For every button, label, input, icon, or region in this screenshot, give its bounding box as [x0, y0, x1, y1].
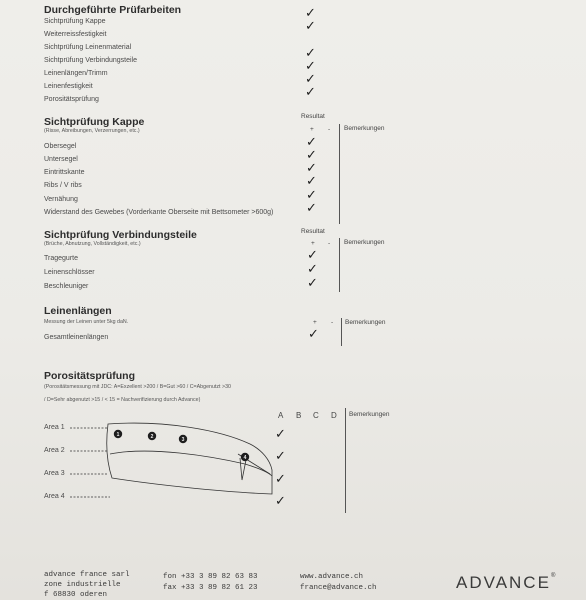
check-mark-icon: ✓: [306, 187, 317, 202]
plus-column-label: +: [310, 126, 314, 133]
bemerkungen-label: Bemerkungen: [344, 125, 385, 132]
brand-name: ADVANCE: [456, 573, 551, 592]
check-mark-icon: ✓: [306, 160, 317, 175]
check-mark-icon: ✓: [305, 58, 316, 73]
footer-company-line: advance france sarl: [44, 571, 130, 579]
list-item: Widerstand des Gewebes (Vorderkante Oberseite mit Bettsometer >600g): [44, 209, 274, 216]
column-divider: [339, 124, 340, 224]
footer-website-link[interactable]: www.advance.ch: [300, 573, 364, 581]
section-subtitle: Messung der Leinen unter 5kg daN.: [44, 319, 129, 325]
list-item: Weiterreissfestigkeit: [44, 31, 107, 38]
advance-logo: [456, 573, 557, 593]
area-label: Area 3: [44, 470, 65, 477]
check-mark-icon: ✓: [307, 275, 318, 290]
column-divider: [339, 238, 340, 292]
section-subtitle: (Brüche, Abnutzung, Vollständigkeit, etc.): [44, 241, 141, 247]
list-item: Beschleuniger: [44, 283, 89, 290]
check-mark-icon: ✓: [305, 18, 316, 33]
minus-column-label: -: [331, 319, 334, 326]
marker-number: 4: [243, 454, 247, 461]
list-item: Ribs / V ribs: [44, 182, 82, 189]
plus-column-label: +: [311, 240, 315, 247]
check-mark-icon: ✓: [308, 326, 319, 341]
list-item: Sichtprüfung Kappe: [44, 18, 106, 25]
list-item: Sichtprüfung Leinenmaterial: [44, 44, 132, 51]
list-item: Leinenfestigkeit: [44, 83, 93, 90]
column-divider: [341, 318, 342, 346]
section-subtitle: (Risse, Abreibungen, Verzerrungen, etc.): [44, 128, 140, 134]
check-mark-icon: ✓: [307, 261, 318, 276]
check-mark-icon: ✓: [275, 448, 286, 463]
list-item: Sichtprüfung Verbindungsteile: [44, 57, 138, 64]
check-mark-icon: ✓: [306, 147, 317, 162]
check-mark-icon: ✓: [306, 173, 317, 188]
footer-email-link[interactable]: france@advance.ch: [300, 584, 377, 592]
check-mark-icon: ✓: [307, 247, 318, 262]
list-item: Leinenschlösser: [44, 269, 95, 276]
area-label: Area 4: [44, 493, 65, 500]
list-item: Tragegurte: [44, 255, 78, 262]
column-divider: [345, 408, 346, 513]
footer-fax: fax +33 3 89 82 61 23: [163, 584, 258, 592]
check-mark-icon: ✓: [305, 45, 316, 60]
bemerkungen-label: Bemerkungen: [345, 319, 386, 326]
marker-number: 2: [150, 433, 154, 440]
list-item: Gesamtleinenlängen: [44, 334, 109, 341]
registered-mark: ®: [550, 573, 558, 579]
section-title-verbindungsteile: Sichtprüfung Verbindungsteile: [44, 229, 197, 241]
porosity-legend-line: (Porositätsmessung mit JDC: A=Exzellent >200 / B=Gut >60 / C=Abgenutzt >30: [44, 384, 231, 390]
minus-column-label: -: [328, 240, 331, 247]
section-title-pruefarbeiten: Durchgeführte Prüfarbeiten: [44, 4, 182, 16]
section-title-leinenlaengen: Leinenlängen: [44, 305, 112, 317]
marker-number: 1: [116, 431, 120, 438]
wing-profile-diagram: [70, 418, 280, 498]
porosity-legend-line: / D=Sehr abgenutzt >15 / < 15 = Nachverifizierung durch Advance): [44, 397, 201, 403]
minus-column-label: -: [328, 126, 331, 133]
section-title-kappe: Sichtprüfung Kappe: [44, 116, 145, 128]
area-label: Area 1: [44, 424, 65, 431]
marker-number: 3: [181, 436, 185, 443]
list-item: Porositätsprüfung: [44, 96, 99, 103]
check-mark-icon: ✓: [275, 471, 286, 486]
plus-column-label: +: [313, 319, 317, 326]
list-item: Untersegel: [44, 156, 78, 163]
footer-company-line: zone industrielle: [44, 581, 121, 589]
check-mark-icon: ✓: [306, 134, 317, 149]
check-mark-icon: ✓: [306, 200, 317, 215]
list-item: Obersegel: [44, 143, 77, 150]
check-mark-icon: ✓: [275, 426, 286, 441]
section-title-porositaet: Porositätsprüfung: [44, 370, 135, 382]
bemerkungen-label: Bemerkungen: [344, 239, 385, 246]
footer-phone: fon +33 3 89 82 63 83: [163, 573, 258, 581]
check-mark-icon: ✓: [305, 71, 316, 86]
bemerkungen-label: Bemerkungen: [349, 411, 390, 418]
column-label-d: D: [331, 411, 337, 420]
trailing-flap: [240, 458, 246, 480]
resultat-label: Resultat: [301, 113, 325, 120]
list-item: Vernähung: [44, 196, 78, 203]
list-item: Leinenlängen/Trimm: [44, 70, 108, 77]
column-label-b: B: [296, 411, 302, 420]
check-mark-icon: ✓: [275, 493, 286, 508]
check-mark-icon: ✓: [305, 84, 316, 99]
check-mark-icon: ✓: [305, 5, 316, 20]
column-label-c: C: [313, 411, 319, 420]
area-label: Area 2: [44, 447, 65, 454]
list-item: Eintrittskante: [44, 169, 85, 176]
resultat-label: Resultat: [301, 228, 325, 235]
footer-company-line: f 68830 oderen: [44, 591, 108, 599]
column-label-a: A: [278, 411, 284, 420]
